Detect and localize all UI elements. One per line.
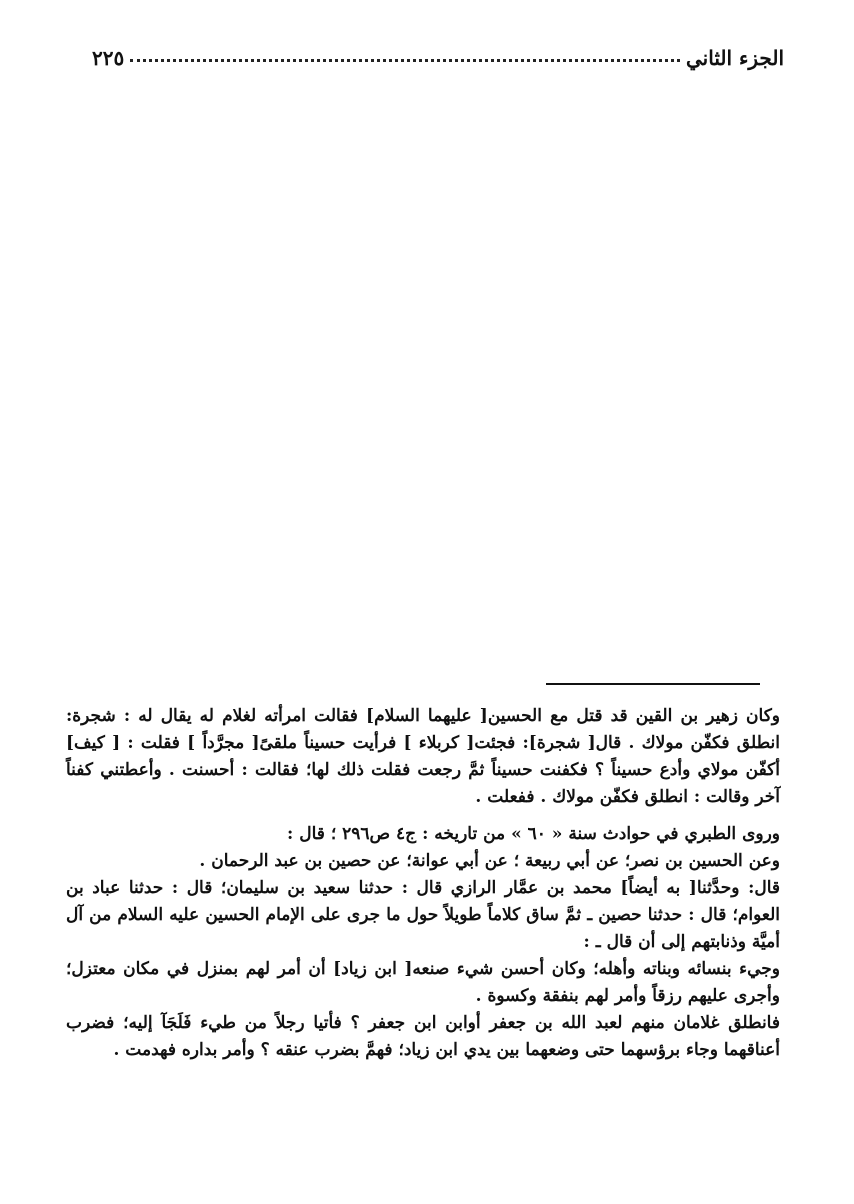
paragraph: فانطلق غلامان منهم لعبد الله بن جعفر أوابن ابن جعفر ؟ فأتيا رجلاً من طيء فَلَجَآ إليه؛ فضرب أعناقهما وجاء برؤسهما حتى وضعهما بين يدي ابن زياد؛ فهمَّ بضرب عنقه ؟ وأمر بداره فهدمت . <box>66 1013 780 1060</box>
footnote-body <box>66 703 780 1064</box>
running-title: الجزء الثاني <box>686 46 784 70</box>
leader-dots <box>130 59 680 62</box>
paragraph: وجيء بنسائه وبناته وأهله؛ وكان أحسن شيء صنعه[ ابن زياد] أن أمر لهم بمنزل في مكان معتزل؛ وأجرى عليهم رزقاً وأمر لهم بنفقة وكسوة . <box>66 959 780 1006</box>
paragraph: وعن الحسين بن نصر؛ عن أبي ربيعة ؛ عن أبي عوانة؛ عن حصين بن عبد الرحمان . <box>199 851 780 871</box>
footnote-rule <box>546 683 760 685</box>
paragraph: وكان زهير بن القين قد قتل مع الحسين[ عليهما السلام] فقالت امرأته لغلام له يقال له : شجرة: انطلق فكفّن مولاك . قال[ شجرة]: فجئت[ كربلاء ] فرأيت حسيناً ملقىً[ مجرَّداً ] فقلت : [ كيف] أكفّن مولاي وأدع حسيناً ؟ فكفنت حسيناً ثمَّ رجعت فقلت ذلك لها؛ فقالت : أحسنت . وأعطتني كفناً آخر وقالت : انطلق فكفّن مولاك . ففعلت . <box>66 706 780 807</box>
paragraph: قال: وحدَّثنا[ به أيضاً] محمد بن عمَّار الرازي قال : حدثنا سعيد بن سليمان؛ قال : حدثنا عباد بن العوام؛ قال : حدثنا حصين ـ ثمَّ ساق كلاماً طويلاً حول ما جرى على الإمام الحسين عليه السلام من آل أميَّة وذنابتهم إلى أن قال ـ : <box>66 878 780 952</box>
page-number: ٢٢٥ <box>92 46 125 70</box>
paragraph: وروى الطبري في حوادث سنة « ٦٠ » من تاريخه : ج٤ ص٢٩٦ ؛ قال : <box>287 824 780 844</box>
page-header <box>92 30 784 70</box>
